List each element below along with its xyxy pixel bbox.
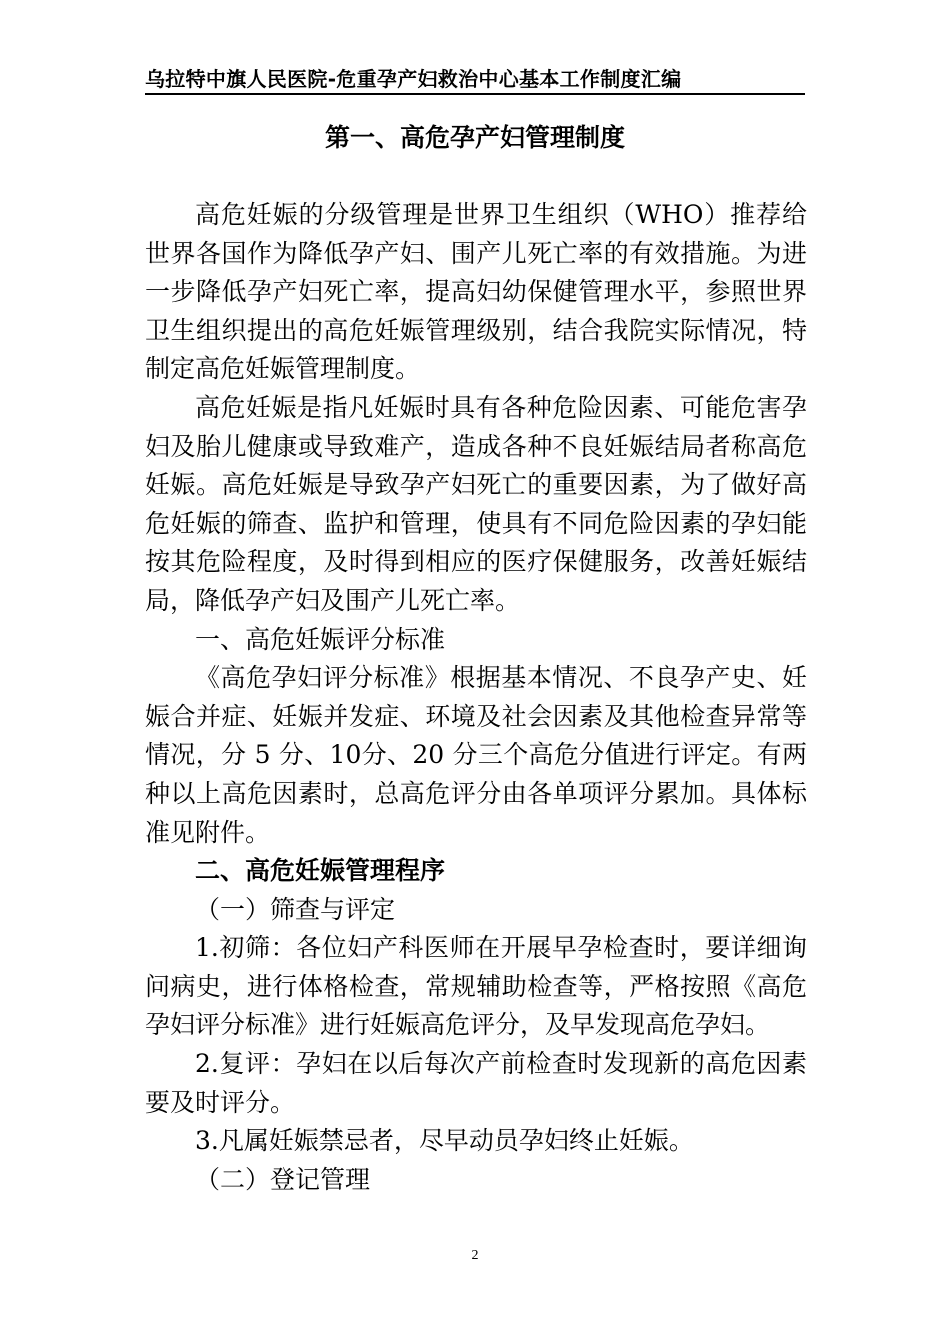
document-body (145, 196, 807, 1199)
paragraph-intro: 高危妊娠的分级管理是世界卫生组织（WHO）推荐给世界各国作为降低孕产妇、围产儿死亡率的有效措施。为进一步降低孕产妇死亡率，提高妇幼保健管理水平，参照世界卫生组织提出的高危妊娠管理级别，结合我院实际情况，特制定高危妊娠管理制度。 (145, 200, 807, 384)
paragraph-definition: 高危妊娠是指凡妊娠时具有各种危险因素、可能危害孕妇及胎儿健康或导致难产，造成各种不良妊娠结局者称高危妊娠。高危妊娠是导致孕产妇死亡的重要因素，为了做好高危妊娠的筛查、监护和管理，使具有不同危险因素的孕妇能按其危险程度，及时得到相应的医疗保健服务，改善妊娠结局，降低孕产妇及围产儿死亡率。 (145, 392, 807, 615)
subheading-screening: （一）筛查与评定 (195, 894, 396, 924)
heading-management-procedure: 二、高危妊娠管理程序 (195, 856, 446, 886)
subheading-registration: （二）登记管理 (195, 1164, 371, 1194)
document-header: 乌拉特中旗人民医院-危重孕产妇救治中心基本工作制度汇编 (145, 66, 805, 95)
paragraph-reassessment: 2.复评：孕妇在以后每次产前检查时发现新的高危因素要及时评分。 (145, 1049, 807, 1117)
paragraph-initial-screening: 1.初筛：各位妇产科医师在开展早孕检查时，要详细询问病史，进行体格检查，常规辅助检查等，严格按照《高危孕妇评分标准》进行妊娠高危评分，及早发现高危孕妇。 (145, 933, 807, 1040)
section-title: 第一、高危孕产妇管理制度 (324, 123, 625, 152)
paragraph-contraindication: 3.凡属妊娠禁忌者，尽早动员孕妇终止妊娠。 (195, 1126, 694, 1156)
paragraph-scoring-standard: 《高危孕妇评分标准》根据基本情况、不良孕产史、妊娠合并症、妊娠并发症、环境及社会因素及其他检查异常等情况，分 5 分、10分、20 分三个高危分值进行评定。有两种以上高危因素时，总高危评分由各单项评分累加。具体标准见附件。 (145, 663, 807, 847)
heading-scoring-standard: 一、高危妊娠评分标准 (195, 624, 446, 654)
page-number: 2 (471, 1248, 479, 1263)
